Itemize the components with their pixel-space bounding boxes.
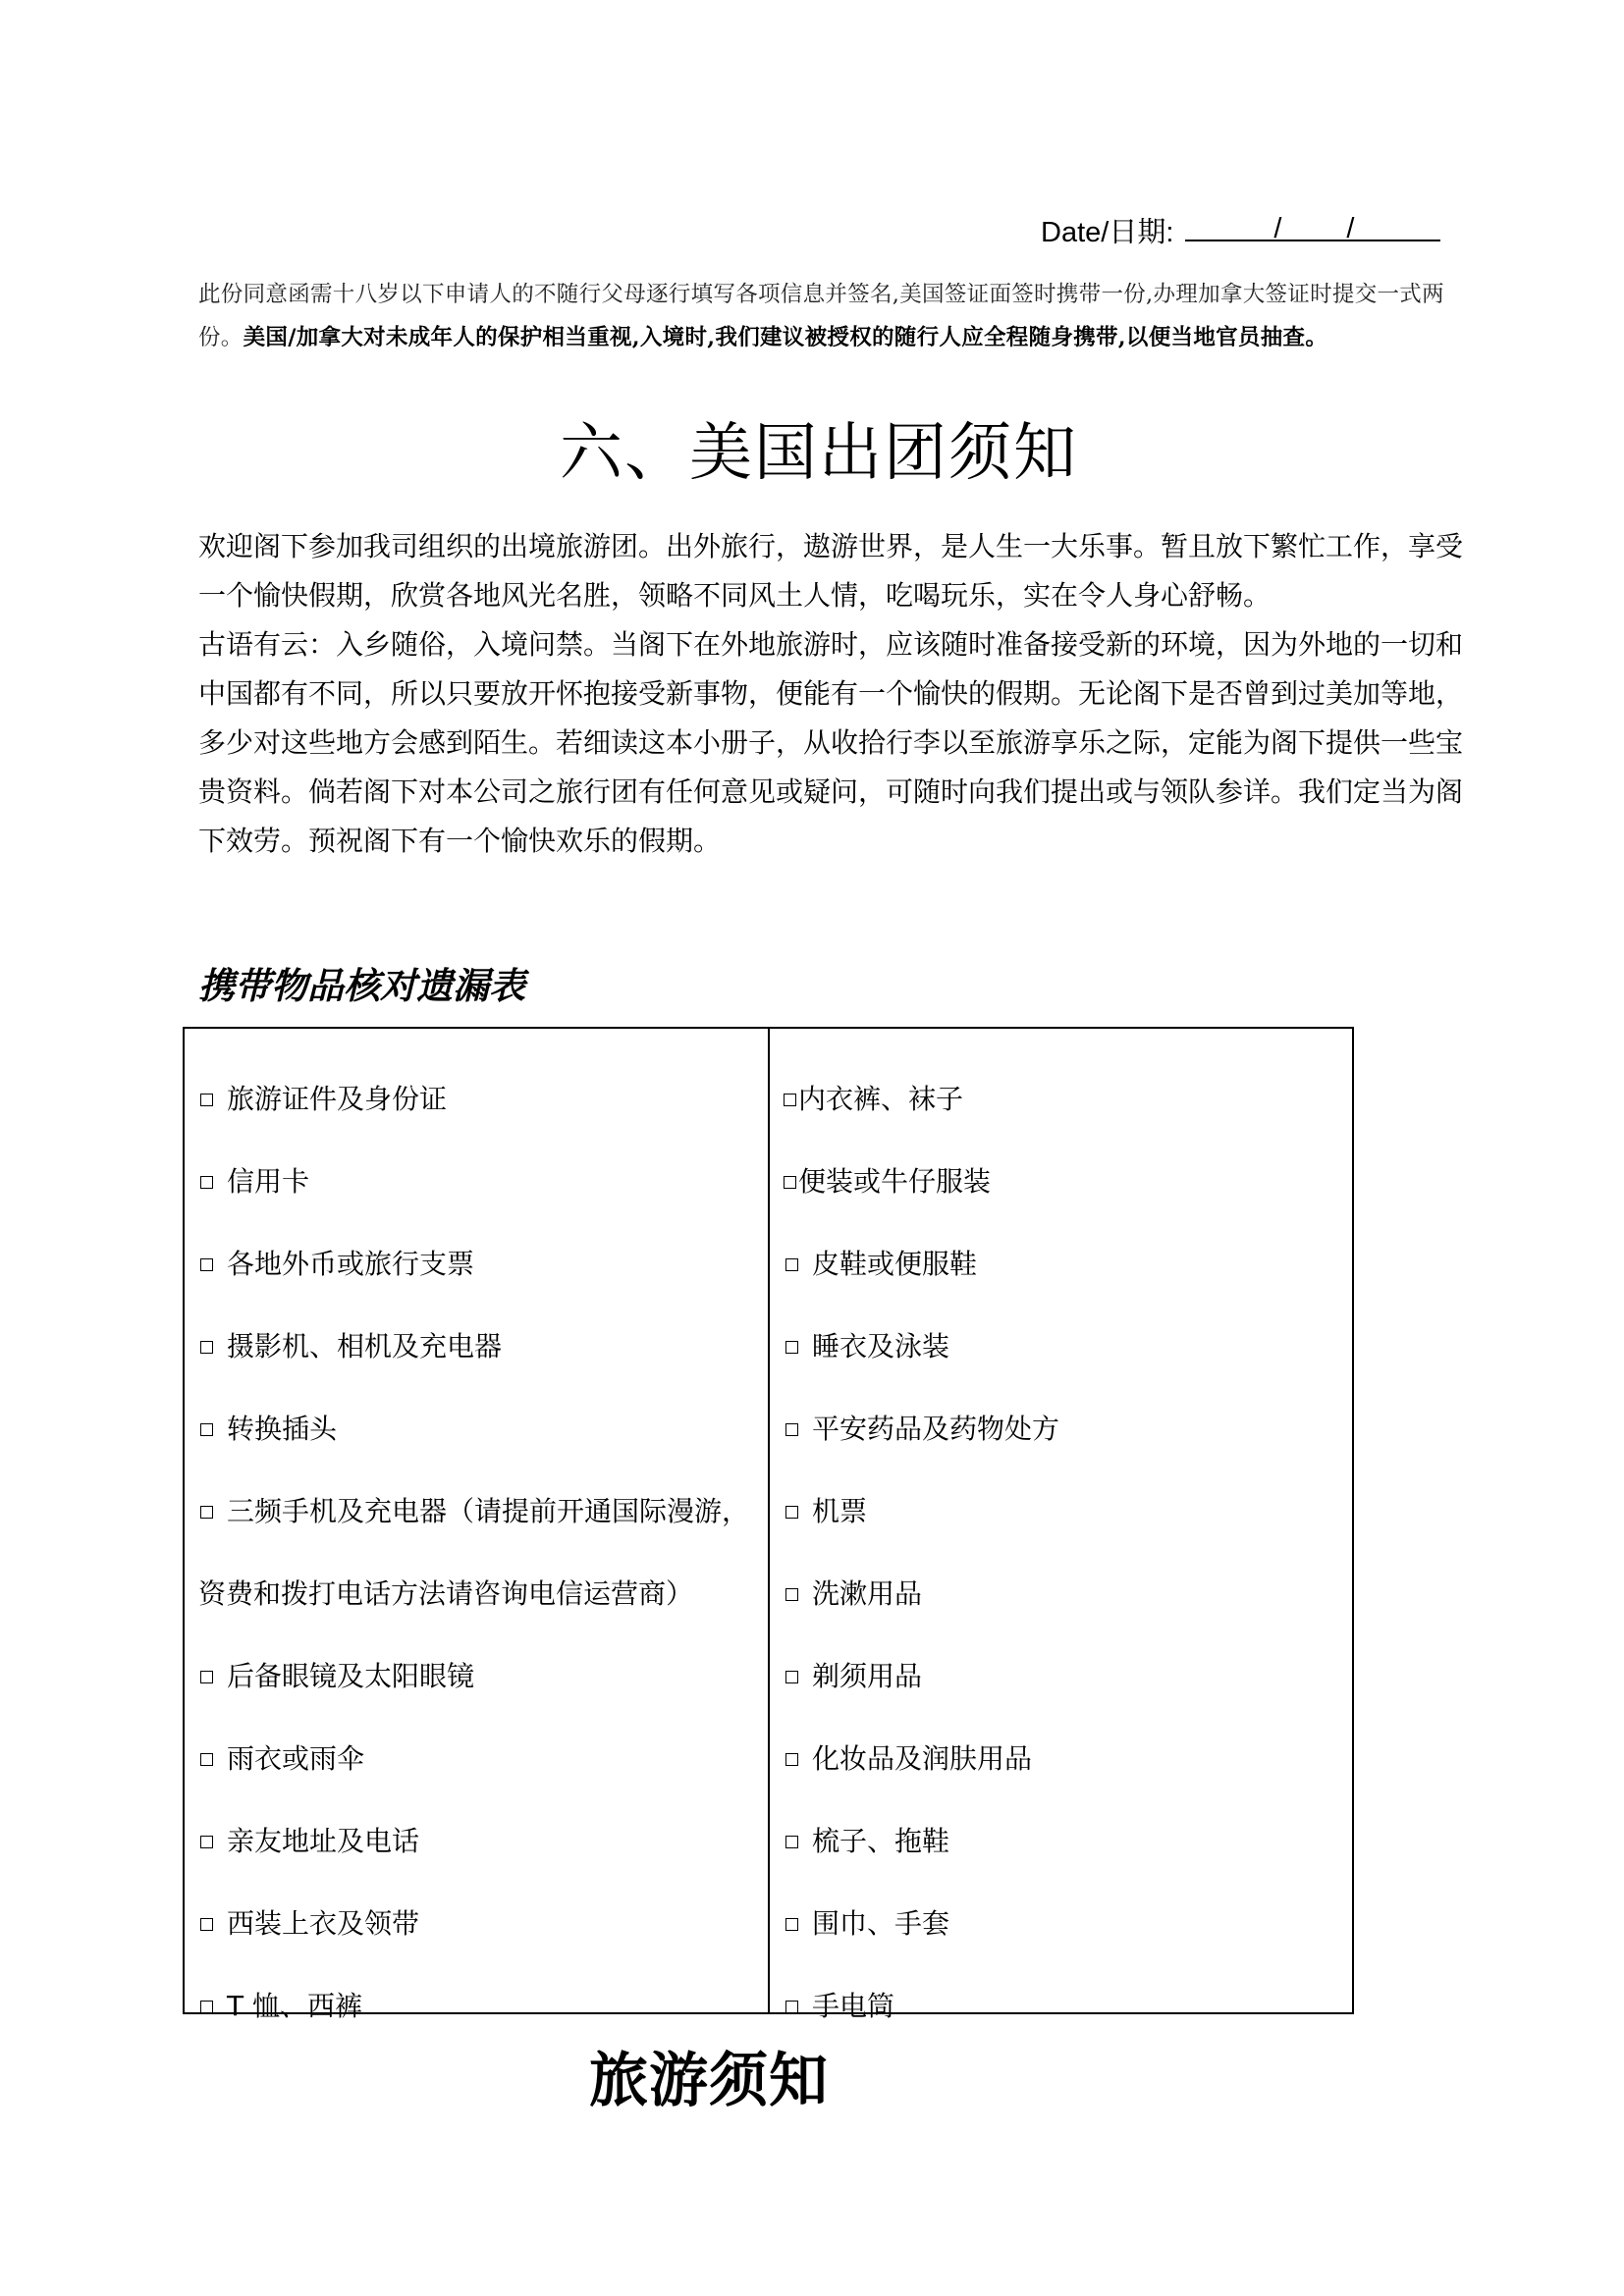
checklist-item[interactable]: T 恤、西裤 xyxy=(200,1987,362,2026)
checklist-item[interactable]: 围巾、手套 xyxy=(785,1904,949,1944)
checklist-item[interactable]: 西装上衣及领带 xyxy=(200,1904,419,1944)
checkbox-icon[interactable] xyxy=(200,1094,213,1106)
date-line: Date/日期: / / xyxy=(1041,210,1440,250)
consent-bold-text: 美国/加拿大对未成年人的保护相当重视,入境时,我们建议被授权的随行人应全程随身携带,以便当地官员抽查。 xyxy=(243,325,1328,350)
checkbox-icon[interactable] xyxy=(200,1258,213,1271)
checklist-item[interactable]: 皮鞋或便服鞋 xyxy=(785,1245,977,1284)
section-title: 六、美国出团须知 xyxy=(560,417,1078,490)
checkbox-icon[interactable] xyxy=(785,2001,798,2013)
checkbox-icon[interactable] xyxy=(200,1753,213,1766)
checkbox-icon[interactable] xyxy=(200,1176,213,1189)
checklist-item[interactable]: 摄影机、相机及充电器 xyxy=(200,1327,502,1366)
checklist-item[interactable]: 转换插头 xyxy=(200,1410,337,1449)
checklist-item[interactable]: 信用卡 xyxy=(200,1162,309,1201)
checklist-item[interactable]: 亲友地址及电话 xyxy=(200,1822,419,1861)
checklist-item[interactable]: 手电筒 xyxy=(785,1987,894,2026)
checklist-item[interactable]: 平安药品及药物处方 xyxy=(785,1410,1059,1449)
consent-plain-text: 此份同意函需十八岁以下申请人的不随行父母逐行填写各项信息并签名,美国签证面签时携带一份,办理加拿大签证时提交一式两份。 xyxy=(198,282,1444,350)
checkbox-icon[interactable] xyxy=(785,1341,798,1354)
checkbox-icon[interactable] xyxy=(785,1506,798,1519)
checklist-item[interactable]: 旅游证件及身份证 xyxy=(200,1080,447,1119)
checklist-title: 携带物品核对遗漏表 xyxy=(198,965,525,1007)
checkbox-icon[interactable] xyxy=(200,1918,213,1931)
checkbox-icon[interactable] xyxy=(200,1836,213,1848)
checklist-item[interactable]: 三频手机及充电器（请提前开通国际漫游， xyxy=(200,1492,749,1531)
checklist-item[interactable]: 机票 xyxy=(785,1492,867,1531)
consent-note xyxy=(198,273,1485,359)
checklist-left-column xyxy=(185,1029,770,2022)
checklist-table xyxy=(183,1027,1354,2022)
checkbox-icon[interactable] xyxy=(785,1671,798,1683)
checkbox-icon[interactable] xyxy=(200,1506,213,1519)
checkbox-icon[interactable] xyxy=(200,1341,213,1354)
checkbox-icon[interactable] xyxy=(785,1753,798,1766)
checklist-item[interactable]: 便装或牛仔服装 xyxy=(784,1162,991,1201)
checkbox-icon[interactable] xyxy=(785,1258,798,1271)
intro-paragraph-2: 古语有云：入乡随俗，入境问禁。当阁下在外地旅游时，应该随时准备接受新的环境，因为外地的一切和中国都有不同，所以只要放开怀抱接受新事物，便能有一个愉快的假期。无论阁下是否曾到过美加等地，多少对这些地方会感到陌生。若细读这本小册子，从收拾行李以至旅游享乐之际，定能为阁下提供一些宝贵资料。倘若阁下对本公司之旅行团有任何意见或疑问，可随时向我们提出或与领队参详。我们定当为阁下效劳。预祝阁下有一个愉快欢乐的假期。 xyxy=(198,628,1464,857)
date-label: Date/日期: xyxy=(1041,217,1174,248)
date-year-field[interactable] xyxy=(1185,210,1283,241)
checkbox-icon[interactable] xyxy=(200,2001,213,2013)
checklist-item[interactable]: 剃须用品 xyxy=(785,1657,922,1696)
checklist-item[interactable]: 化妆品及润肤用品 xyxy=(785,1739,1032,1779)
date-month-field[interactable] xyxy=(1283,210,1356,241)
checklist-item[interactable]: 睡衣及泳装 xyxy=(785,1327,949,1366)
checklist-item-continuation: 资费和拨打电话方法请咨询电信运营商） xyxy=(198,1577,694,1610)
checklist-item[interactable]: 梳子、拖鞋 xyxy=(785,1822,949,1861)
checkbox-icon[interactable] xyxy=(200,1423,213,1436)
checklist-item[interactable]: 雨衣或雨伞 xyxy=(200,1739,364,1779)
checkbox-icon[interactable] xyxy=(200,1671,213,1683)
checklist-item[interactable]: 内衣裤、袜子 xyxy=(784,1080,963,1119)
checklist-right-column xyxy=(770,1029,1352,2022)
checkbox-icon[interactable] xyxy=(785,1918,798,1931)
checkbox-icon[interactable] xyxy=(785,1836,798,1848)
checkbox-icon[interactable] xyxy=(784,1094,796,1106)
checklist-item[interactable]: 各地外币或旅行支票 xyxy=(200,1245,474,1284)
date-day-field[interactable] xyxy=(1356,210,1440,241)
checkbox-icon[interactable] xyxy=(785,1588,798,1601)
checkbox-icon[interactable] xyxy=(785,1423,798,1436)
checklist-item[interactable]: 后备眼镜及太阳眼镜 xyxy=(200,1657,474,1696)
checklist-item[interactable]: 洗漱用品 xyxy=(785,1575,922,1614)
intro-paragraph-1: 欢迎阁下参加我司组织的出境旅游团。出外旅行，遨游世界，是人生一大乐事。暂且放下繁忙工作，享受一个愉快假期，欣赏各地风光名胜，领略不同风土人情，吃喝玩乐，实在令人身心舒畅。 xyxy=(198,530,1464,612)
intro-text xyxy=(198,522,1487,866)
checkbox-icon[interactable] xyxy=(784,1176,796,1189)
travel-notice-title: 旅游须知 xyxy=(589,2047,829,2115)
